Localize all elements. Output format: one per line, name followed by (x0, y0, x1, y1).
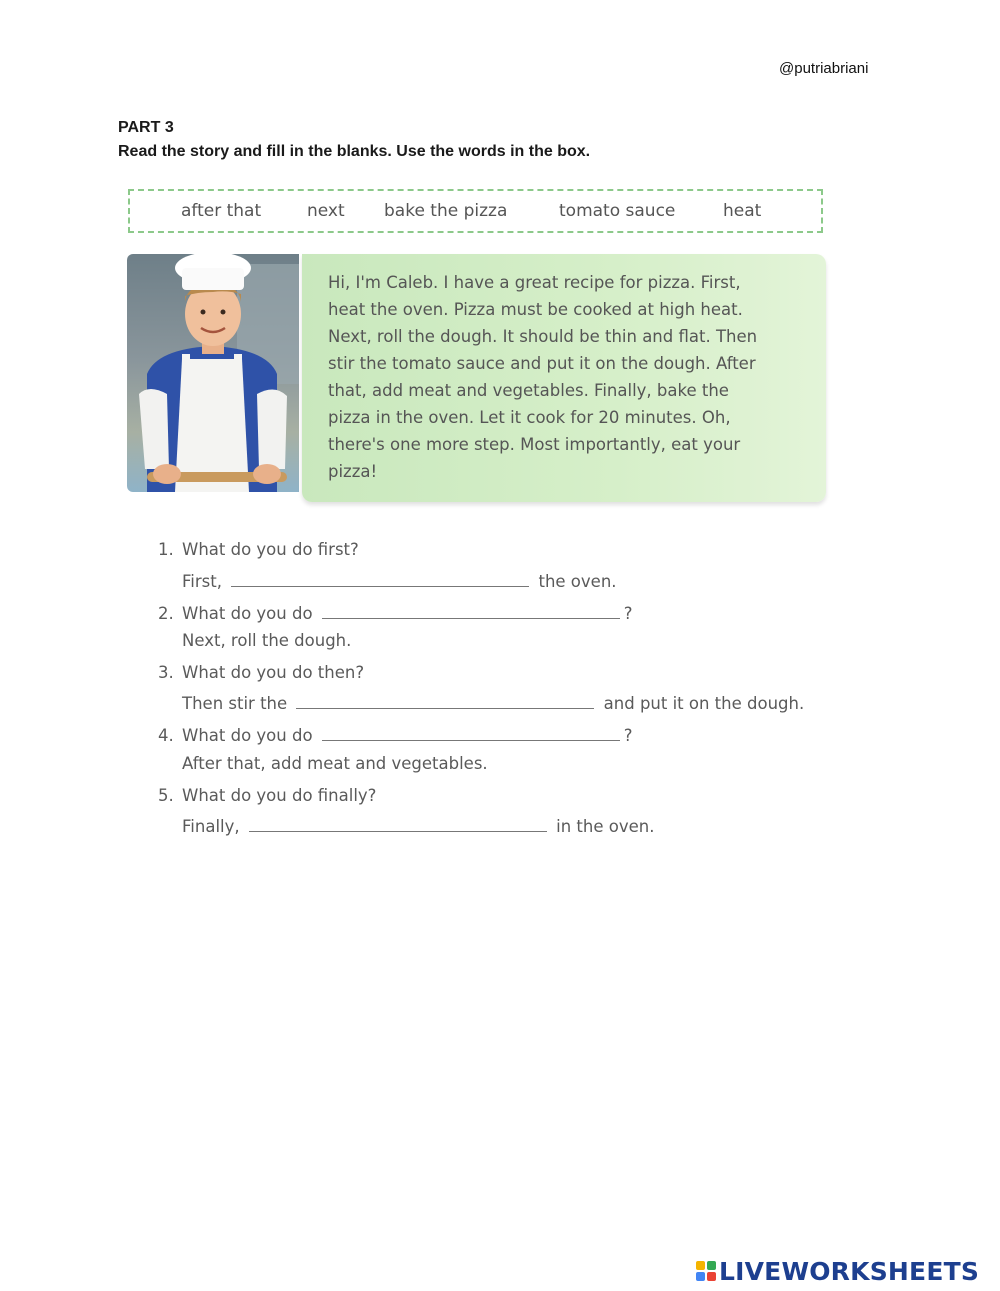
answer-1: First, the oven. (182, 572, 617, 591)
story-line: pizza! (328, 462, 378, 481)
chef-boy-photo (127, 254, 299, 492)
story-line: there's one more step. Most importantly, eat your (328, 435, 741, 454)
logo-cell (696, 1272, 705, 1281)
story-line: pizza in the oven. Let it cook for 20 minutes. Oh, (328, 408, 731, 427)
blank-3[interactable] (296, 692, 594, 709)
story-text (328, 269, 798, 485)
word-next: next (307, 201, 345, 221)
answer-4: After that, add meat and vegetables. (182, 754, 488, 773)
blank-1[interactable] (231, 570, 529, 587)
question-2: 2. What do you do ? (158, 604, 633, 623)
logo-cell (696, 1261, 705, 1270)
instruction-text: Read the story and fill in the blanks. Use the words in the box. (118, 143, 591, 160)
story-line: stir the tomato sauce and put it on the dough. After (328, 354, 756, 373)
story-line: Hi, I'm Caleb. I have a great recipe for pizza. First, (328, 273, 741, 292)
liveworksheets-logo-icon (696, 1261, 716, 1281)
logo-cell (707, 1261, 716, 1270)
question-1: 1. What do you do first? (158, 540, 359, 559)
word-tomato-sauce: tomato sauce (559, 201, 676, 221)
author-handle: @putriabriani (779, 60, 869, 77)
story-line: heat the oven. Pizza must be cooked at high heat. (328, 300, 743, 319)
answer-5: Finally, in the oven. (182, 817, 655, 836)
blank-5[interactable] (249, 815, 547, 832)
story-line: Next, roll the dough. It should be thin and flat. Then (328, 327, 758, 346)
blank-4[interactable] (322, 724, 620, 741)
word-box (128, 189, 823, 233)
question-3: 3. What do you do then? (158, 663, 365, 682)
logo-text: LIVEWORKSHEETS (719, 1256, 980, 1286)
blank-2[interactable] (322, 602, 620, 619)
question-4: 4. What do you do ? (158, 726, 633, 745)
word-heat: heat (723, 201, 762, 221)
logo-cell (707, 1272, 716, 1281)
question-5: 5. What do you do finally? (158, 786, 377, 805)
word-bake-the-pizza: bake the pizza (384, 201, 508, 221)
story-line: that, add meat and vegetables. Finally, bake the (328, 381, 729, 400)
word-after-that: after that (181, 201, 262, 221)
answer-2: Next, roll the dough. (182, 631, 352, 650)
chef-boy-illustration (127, 254, 299, 492)
part-title: PART 3 (118, 119, 174, 136)
story-panel (302, 254, 826, 502)
answer-3: Then stir the and put it on the dough. (182, 694, 805, 713)
liveworksheets-logo (696, 1256, 979, 1286)
